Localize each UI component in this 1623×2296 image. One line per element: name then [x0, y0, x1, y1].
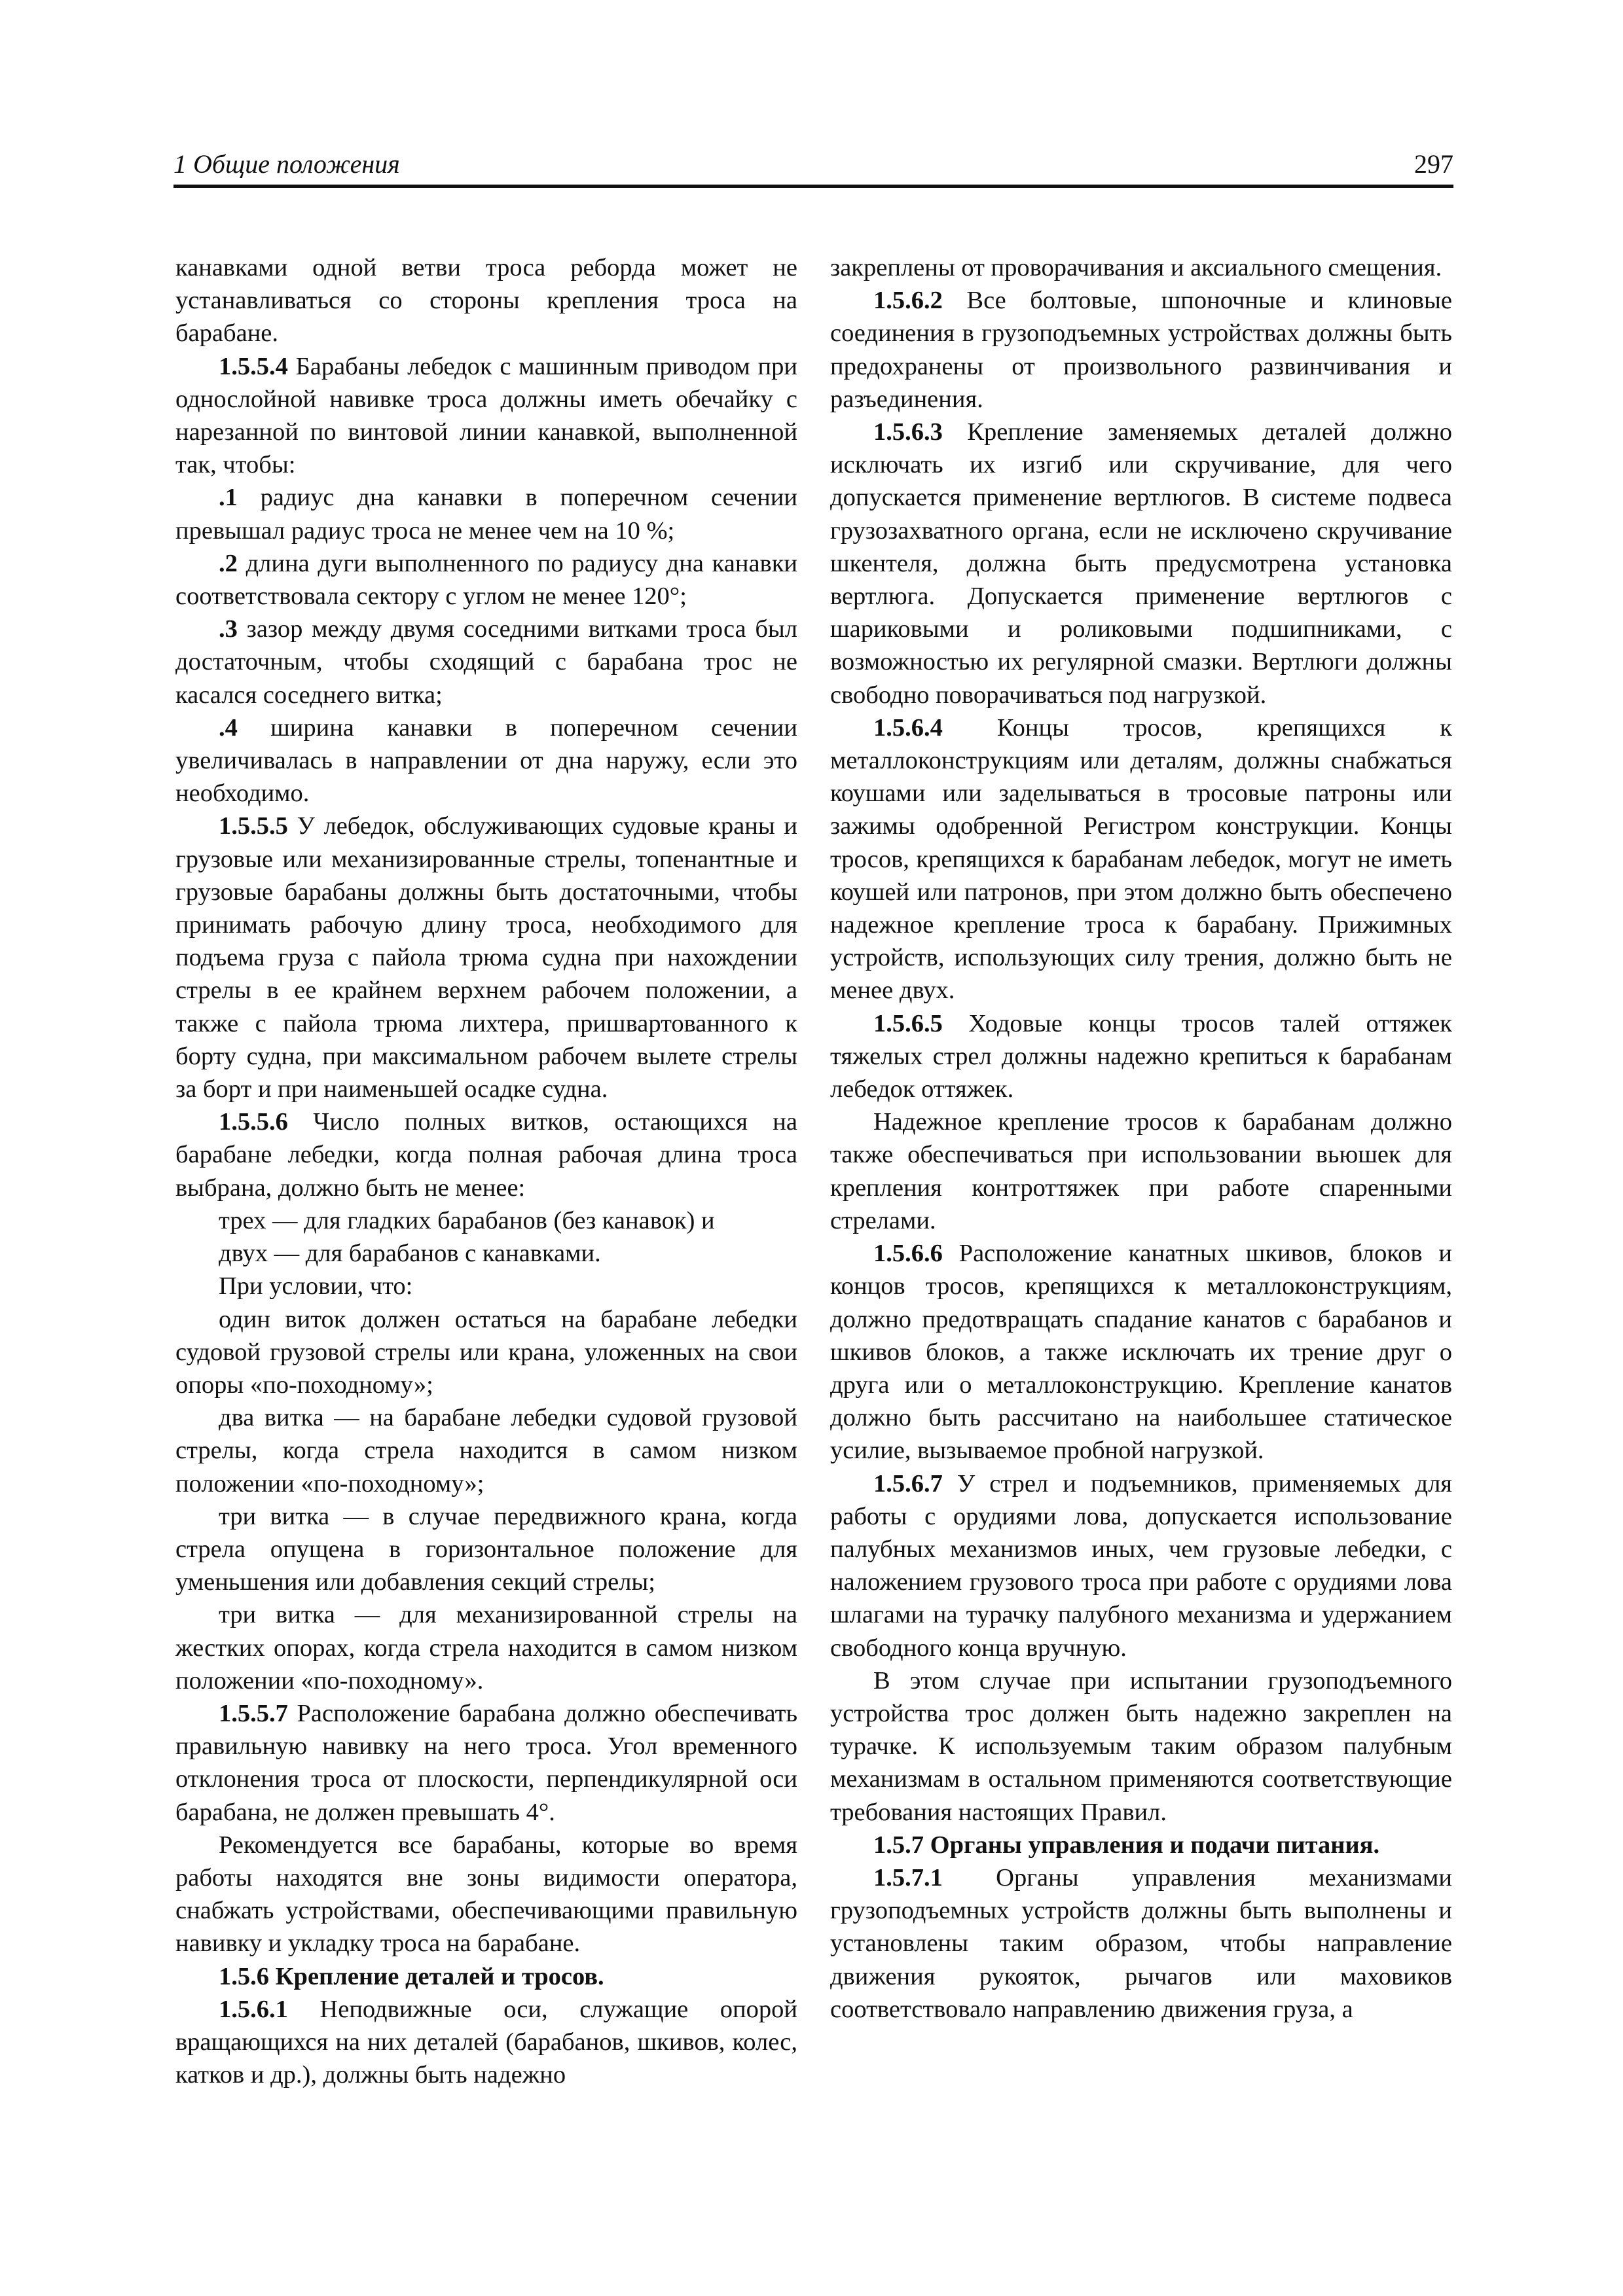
- clause-number: 1.5.6.5: [873, 1009, 943, 1037]
- clause-number: .2: [219, 549, 238, 577]
- paragraph-text: При условии, что:: [219, 1272, 413, 1300]
- clause-number: 1.5.6.2: [873, 287, 943, 315]
- section-heading: Органы управления и подачи питания.: [930, 1831, 1380, 1859]
- paragraph-text: канавками одной ветви троса реборда может не устанавливаться со стороны крепления троса на барабане.: [175, 254, 797, 348]
- clause-number: 1.5.7.1: [873, 1863, 943, 1892]
- section-heading: Крепление деталей и тросов.: [275, 1962, 604, 1990]
- paragraph-text: Органы управления механизмами грузоподъемных устройств должны быть выполнены и установлены таким образом, чтобы направление движения рукояток, рычагов или маховиков соответствовало направлению движения груза, а: [830, 1863, 1452, 2023]
- paragraph-text: Барабаны лебедок с машинным приводом при однослойной навивке троса должны иметь обечайку с нарезанной по винтовой линии канавкой, выполненной так, чтобы:: [175, 352, 798, 479]
- paragraph: [830, 1105, 1452, 1237]
- paragraph: [175, 350, 797, 482]
- paragraph: [830, 284, 1452, 416]
- paragraph: [175, 1303, 797, 1402]
- paragraph: [175, 1237, 797, 1270]
- paragraph-text: радиус дна канавки в поперечном сечении превышал радиус троса не менее чем на 10 %;: [175, 484, 797, 545]
- paragraph-text: два витка — на барабане лебедки судовой грузовой стрелы, когда стрела находится в самом низком положении «по-походному»;: [175, 1404, 797, 1498]
- clause-number: 1.5.5.7: [219, 1699, 288, 1727]
- paragraph-text: длина дуги выполненного по радиусу дна канавки соответствовала сектору с углом не менее 120°;: [175, 549, 798, 611]
- paragraph: [175, 1105, 797, 1204]
- paragraph-text: Надежное крепление тросов к барабанам должно также обеспечиваться при использовании вьюшек для крепления контроттяжек при работе спаренными стрелами.: [830, 1108, 1452, 1234]
- paragraph: [175, 1960, 797, 1993]
- paragraph: [175, 711, 797, 810]
- left-column: [175, 251, 797, 2091]
- paragraph: [175, 1204, 797, 1237]
- paragraph-text: трех — для гладких барабанов (без канавок) и: [219, 1206, 715, 1234]
- paragraph-text: двух — для барабанов с канавками.: [219, 1240, 601, 1268]
- paragraph-text: три витка — в случае передвижного крана, когда стрела опущена в горизонтальное положение для уменьшения или добавления секций стрелы;: [175, 1502, 797, 1596]
- paragraph-text: Расположение канатных шкивов, блоков и концов тросов, крепящихся к металлоконструкциям, должно предотвращать спадание канатов с барабанов и шкивов блоков, а также исключать их трение друг о друга или о металлоконструкцию. Крепление канатов должно быть рассчитано на наибольшее статическое усилие, вызываемое пробной нагрузкой.: [830, 1240, 1452, 1465]
- paragraph: [175, 1598, 797, 1697]
- paragraph: [175, 1500, 797, 1599]
- paragraph-text: Концы тросов, крепящихся к металлоконструкциям или деталям, должны снабжаться коушами или заделываться в тросовые патроны или зажимы одобренной Регистром конструкции. Концы тросов, крепящихся к барабанам лебедок, могут не иметь коушей или патронов, при этом должно быть обеспечено надежное крепление троса к барабану. Прижимных устройств, использующих силу трения, должно быть не менее двух.: [830, 713, 1453, 1005]
- section-title: 1 Общие положения: [173, 149, 400, 179]
- paragraph-text: У стрел и подъемников, применяемых для работы с орудиями лова, допускается использование палубных механизмов иных, чем грузовые лебедки, с наложением грузового троса при работе с орудиями лова шлагами на турачку палубного механизма и удержанием свободного конца вручную.: [830, 1469, 1453, 1662]
- clause-number: .1: [219, 484, 238, 512]
- clause-number: 1.5.6.7: [873, 1469, 943, 1498]
- page-number: 297: [1414, 149, 1453, 179]
- paragraph: [830, 1467, 1452, 1664]
- paragraph: [175, 1401, 797, 1500]
- paragraph-text: Все болтовые, шпоночные и клиновые соединения в грузоподъемных устройствах должны быть предохранены от произвольного развинчивания и разъединения.: [830, 287, 1453, 413]
- paragraph: [175, 1697, 797, 1829]
- paragraph: [175, 481, 797, 547]
- paragraph-text: Ходовые концы тросов талей оттяжек тяжелых стрел должны надежно крепиться к барабанам лебедок оттяжек.: [830, 1009, 1452, 1103]
- paragraph: [175, 810, 797, 1105]
- clause-number: .4: [219, 713, 238, 742]
- paragraph: [175, 1270, 797, 1302]
- running-header: [173, 145, 1453, 188]
- paragraph-text: У лебедок, обслуживающих судовые краны и грузовые или механизированные стрелы, топенантные и грузовые барабаны должны быть достаточными, чтобы принимать рабочую длину троса, необходимого для подъема груза с пайола трюма судна при нахождении стрелы в ее крайнем верхнем рабочем положении, а также с пайола трюма лихтера, пришвартованного к борту судна, при максимальном рабочем вылете стрелы за борт и при наименьшей осадке судна.: [175, 812, 797, 1103]
- clause-number: 1.5.6.6: [873, 1240, 943, 1268]
- paragraph-text: Число полных витков, остающихся на барабане лебедки, когда полная рабочая длина троса выбрана, должно быть не менее:: [175, 1108, 798, 1202]
- paragraph-text: Неподвижные оси, служащие опорой вращающихся на них деталей (барабанов, шкивов, колес, катков и др.), должны быть надежно: [175, 1995, 798, 2089]
- clause-number: 1.5.6: [219, 1962, 269, 1990]
- paragraph: [175, 1993, 797, 2092]
- paragraph: [830, 1237, 1452, 1467]
- paragraph: [175, 251, 797, 350]
- paragraph-text: зазор между двумя соседними витками троса был достаточным, чтобы сходящий с барабана трос не касался соседнего витка;: [175, 615, 797, 709]
- paragraph: [175, 547, 797, 613]
- paragraph-text: Расположение барабана должно обеспечивать правильную навивку на него троса. Угол временного отклонения троса от плоскости, перпендикулярной оси барабана, не должен превышать 4°.: [175, 1699, 798, 1826]
- clause-number: 1.5.6.4: [873, 713, 943, 742]
- clause-number: 1.5.7: [873, 1831, 924, 1859]
- paragraph-text: Крепление заменяемых деталей должно исключать их изгиб или скручивание, для чего допускается применение вертлюгов. В системе подвеса грузозахватного органа, если не исключено скручивание шкентеля, должна быть предусмотрена установка вертлюга. Допускается применение вертлюгов с шариковыми и роликовыми подшипниками, с возможностью их регулярной смазки. Вертлюги должны свободно поворачиваться под нагрузкой.: [830, 418, 1452, 709]
- clause-number: 1.5.6.1: [219, 1995, 288, 2023]
- paragraph-text: В этом случае при испытании грузоподъемного устройства трос должен быть надежно закреплен на турачке. К используемым таким образом палубным механизмам в остальном применяются соответствующие требования настоящих Правил.: [830, 1666, 1452, 1826]
- paragraph: [830, 711, 1452, 1007]
- clause-number: 1.5.6.3: [873, 418, 943, 446]
- right-column: [830, 251, 1452, 2026]
- paragraph: [830, 1007, 1452, 1106]
- clause-number: .3: [219, 615, 238, 643]
- paragraph-text: закреплены от проворачивания и аксиального смещения.: [830, 254, 1442, 281]
- paragraph-text: один виток должен остаться на барабане лебедки судовой грузовой стрелы или крана, уложенных на свои опоры «по-походному»;: [175, 1305, 797, 1399]
- paragraph: [175, 613, 797, 711]
- paragraph: [175, 1829, 797, 1960]
- paragraph-text: Рекомендуется все барабаны, которые во время работы находятся вне зоны видимости оператора, снабжать устройствами, обеспечивающими правильную навивку и укладку троса на барабане.: [175, 1831, 797, 1958]
- paragraph: [830, 251, 1452, 284]
- clause-number: 1.5.5.4: [219, 352, 288, 380]
- paragraph: [830, 1664, 1452, 1829]
- paragraph-text: три витка — для механизированной стрелы на жестких опорах, когда стрела находится в самом низком положении «по-походному».: [175, 1601, 797, 1695]
- paragraph: [830, 1829, 1452, 1861]
- paragraph: [830, 1861, 1452, 2026]
- clause-number: 1.5.5.6: [219, 1108, 288, 1136]
- paragraph: [830, 416, 1452, 711]
- paragraph-text: ширина канавки в поперечном сечении увеличивалась в направлении от дна наружу, если это необходимо.: [175, 713, 798, 808]
- clause-number: 1.5.5.5: [219, 812, 288, 840]
